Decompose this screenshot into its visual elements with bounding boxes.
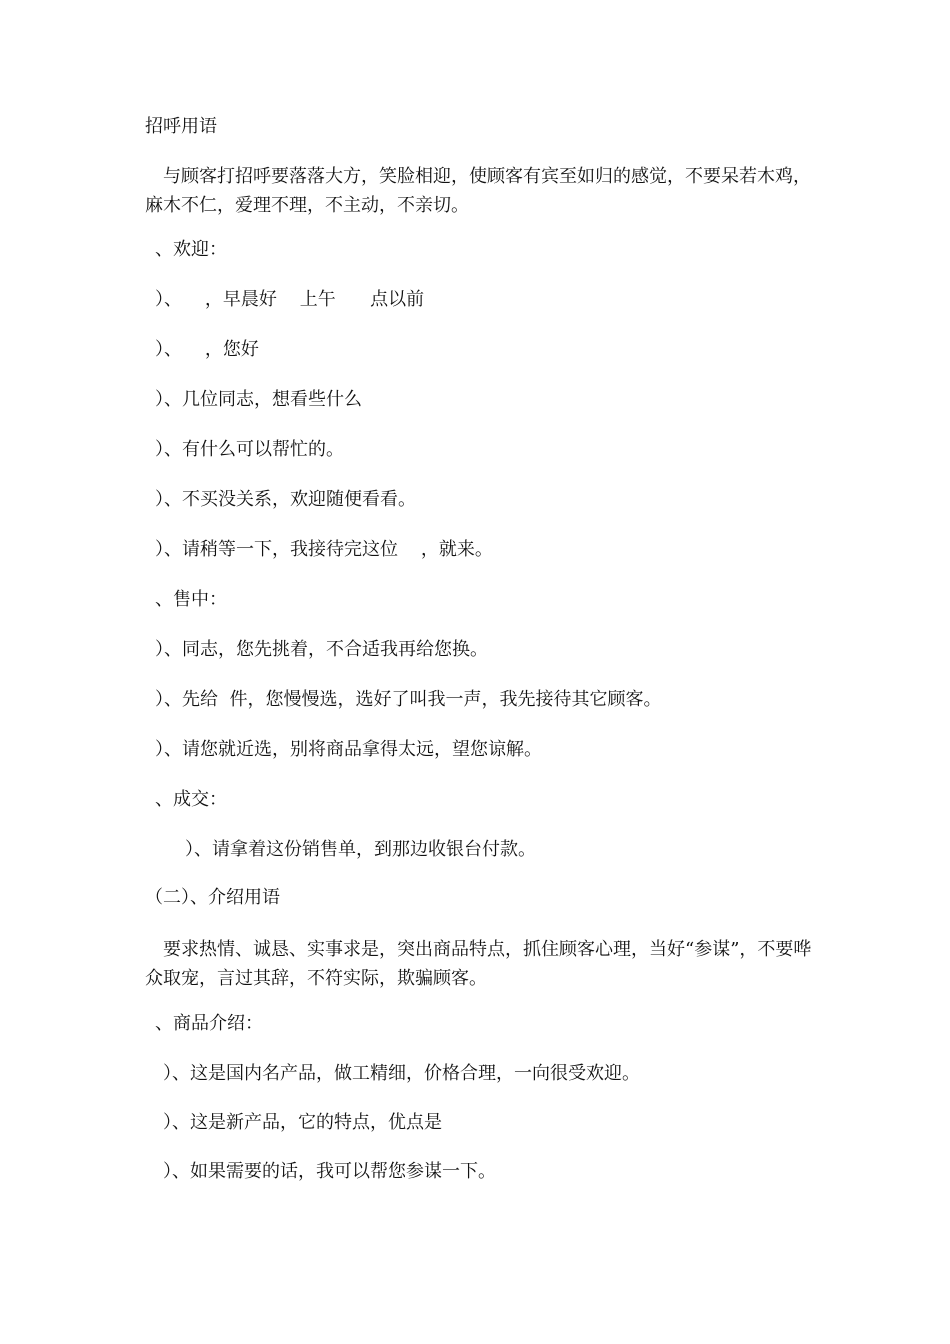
- welcome-item-4: ）、有什么可以帮忙的。: [155, 439, 344, 460]
- deal-item-1: ）、请拿着这份销售单，到那边收银台付款。: [185, 839, 536, 860]
- welcome-item-5: ）、不买没关系，欢迎随便看看。: [155, 489, 416, 510]
- product-item-1: ）、这是国内名产品，做工精细，价格合理，一向很受欢迎。: [163, 1063, 640, 1084]
- document-title: 招呼用语: [145, 116, 217, 137]
- section2-title: （二）、介绍用语: [145, 887, 280, 908]
- welcome-item-1: ）、 ，早晨好 上午 点以前: [155, 289, 425, 310]
- welcome-item-6: ）、请稍等一下，我接待完这位 ，就来。: [155, 539, 493, 560]
- welcome-item-2: ）、 ，您好: [155, 339, 259, 360]
- product-heading: 、商品介绍：: [155, 1013, 263, 1034]
- sale-heading: 、售中：: [155, 589, 227, 610]
- welcome-heading: 、欢迎：: [155, 239, 227, 260]
- product-item-3: ）、如果需要的话，我可以帮您参谋一下。: [163, 1161, 496, 1182]
- sale-item-3: ）、请您就近选，别将商品拿得太远，望您谅解。: [155, 739, 542, 760]
- product-item-2: ）、这是新产品，它的特点，优点是: [163, 1112, 442, 1133]
- welcome-item-3: ）、几位同志，想看些什么: [155, 389, 362, 410]
- sale-item-2: ）、先给 件，您慢慢选，选好了叫我一声，我先接待其它顾客。: [155, 689, 662, 710]
- section2-intro-paragraph: 要求热情、诚恳、实事求是，突出商品特点，抓住顾客心理，当好“参谋”，不要哗众取宠，言过其辞，不符实际，欺骗顾客。: [145, 939, 812, 989]
- deal-heading: 、成交：: [155, 789, 227, 810]
- sale-item-1: ）、同志，您先挑着，不合适我再给您换。: [155, 639, 488, 660]
- intro-paragraph: 与顾客打招呼要落落大方，笑脸相迎，使顾客有宾至如归的感觉，不要呆若木鸡，麻木不仁，爱理不理，不主动，不亲切。: [145, 166, 811, 216]
